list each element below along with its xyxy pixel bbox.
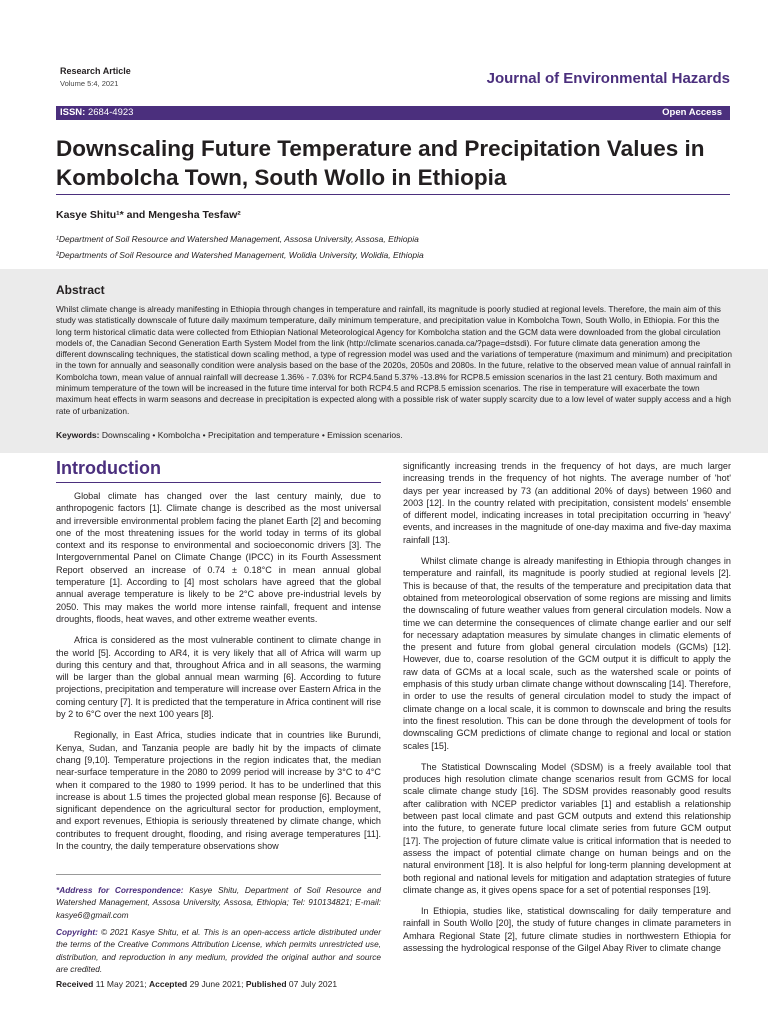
copyright-note bbox=[56, 926, 381, 975]
title-divider bbox=[56, 194, 730, 195]
paragraph: significantly increasing trends in the frequency of hot days, are much larger increasing trends in the frequency of hot nights. The average number of 'hot' days per year increased by 73 (an additional 20% of days) between 1960 and 2003 [12]. In the country related with precipitation, consistent models' ensemble of different model, indicating increases in total precipitation occurring in 'heavy' events, and increases in the magnitude of one-day maxima and five-day maxima rainfall [13]. bbox=[403, 461, 731, 545]
right-column bbox=[403, 460, 731, 1020]
left-column bbox=[56, 490, 381, 870]
affiliation-1: ¹Department of Soil Resource and Watershed Management, Assosa University, Assosa, Ethiopia bbox=[56, 234, 419, 244]
paragraph: Global climate has changed over the last century mainly, due to anthropogenic factors [1]. Climate change is described as the most universal and irreversible environmental problem facing the planet Earth [2] and becoming one of the most threatening issues for the world today in terms of its global context and its response to environmental and socioeconomic drivers [3]. The Intergovernmental Panel on Climate Change (IPCC) in its Fourth Assessment Report observed an increase of 0.74 ± 0.18°C in mean annual global temperature [1]. According to [4] most scholars have agreed that the global annual average temperature is likely to be 2°C above pre-industrial levels by 2050. This may makes the world more intense rainfall, frequent and intense droughts, floods, heat waves, and other extreme weather events. bbox=[56, 491, 381, 624]
authors: Kasye Shitu¹* and Mengesha Tesfaw² bbox=[56, 209, 241, 221]
accepted-label: Accepted bbox=[148, 979, 188, 989]
copyright-text: © 2021 Kasye Shitu, et al. This is an open-access article distributed under the terms of the Creative Commons Attribution License, which permits unrestricted use, distribution, and reproduction in any medium, provided the original author and source are credited. bbox=[56, 927, 381, 974]
accepted-date: 29 June 2021; bbox=[189, 979, 244, 989]
copyright-label: Copyright: bbox=[56, 927, 98, 937]
paper-title: Downscaling Future Temperature and Precipitation Values in Kombolcha Town, South Wollo in Ethiopia bbox=[56, 136, 705, 190]
correspondence-label: *Address for Correspondence: bbox=[56, 885, 184, 895]
footnote-divider bbox=[56, 874, 381, 875]
published-label: Published bbox=[245, 979, 287, 989]
keywords-list: Downscaling • Kombolcha • Precipitation and temperature • Emission scenarios. bbox=[101, 430, 403, 440]
correspondence-note bbox=[56, 884, 381, 921]
keywords bbox=[56, 430, 403, 440]
abstract-text: Whilst climate change is already manifesting in Ethiopia through changes in temperature and rainfall, its magnitude is poorly studied at regional levels. Therefore, the main aim of this study was statistically downscale of future daily maximum temperature, daily minimum temperature, and precipitation value in Kombolcha Town, South Wollo, in Ethiopia. For this the long term historical climatic data were collected from Ethiopian National Meteorological Agency for Kombolcha station and the GCM data were downloaded from the global circulation models of, the Canadian Second Generation Earth System Model from the link (http://climate scenarios.canada.ca/?page=dstsdi). For future climate data generation among the different downscaling techniques, the statistical down scaling method, a type of regression model was used and the variations of temperature (maximum and minimum) and precipitation in the town for annually and seasonally condition were analysis based on the base of the 2020s, 2050s and 2080s. In the future, relative to the observed mean value of annual rainfall in Kombolcha town, mean value of annual rainfall will decrease 1.36% - 7.03% for RCP4.5and 5.37% -13.8% for RCP8.5 emission scenarios in the last 21 century. Both maximum and minimum temperature of the town will be increased in the future time interval for both RCP4.5 and RCP8.5 emission scenarios. The rise in temperature will exacerbate the town maximum heat effects in warm seasons and decrease in precipitation is expected along with a possible risk of water supply scarcity due to a low level of water supply access and a high rate of urbanization. bbox=[56, 304, 732, 416]
open-access-label: Open Access bbox=[662, 107, 722, 118]
issn-label: ISSN: bbox=[60, 107, 86, 118]
volume-info: Volume 5:4, 2021 bbox=[60, 79, 119, 88]
journal-name: Journal of Environmental Hazards bbox=[486, 70, 730, 87]
article-type: Research Article bbox=[60, 66, 131, 76]
paragraph: The Statistical Downscaling Model (SDSM) is a freely available tool that produces high resolution climate change scenarios result from GCMS for local scale climate change study [16]. The SDSM provides reasonably good results after calibration with NCEP predictor variables [1] and establish a relationship between past local climate and past GCM outputs and extend this relationship into the future, to generate future local climate series from future GCM output [17]. The projection of future climate value is critical information that is needed to assess the impact of potential climate change on human beings and on the natural environment [18]. It is also helpful for long-term planning development at both regional and national levels for mitigation and adaptation strategies of future climate change as, it gives opens space for a set of potential responses [19]. bbox=[403, 761, 731, 895]
received-date: 11 May 2021; bbox=[95, 979, 147, 989]
paragraph: Africa is considered as the most vulnerable continent to climate change in the world [5]. According to AR4, it is very likely that all of Africa will warm up during this century and that, throughout Africa and in all seasons, the warming will be larger than the global annual mean warming [6]. According to future projections, precipitation and temperature will increase over Eastern Africa in the coming century [7]. It is predicted that the temperature in Africa continent will rise by 2 to 6°C over the next 100 years [8]. bbox=[56, 635, 381, 720]
issn-value: 2684-4923 bbox=[87, 107, 134, 118]
affiliation-2: ²Departments of Soil Resource and Watershed Management, Wolidia University, Wolidia, Ethiopia bbox=[56, 250, 424, 260]
keywords-label: Keywords: bbox=[56, 430, 100, 440]
published-date: 07 July 2021 bbox=[288, 979, 338, 989]
correspondence-text: Kasye Shitu, Department of Soil Resource and Watershed Management, Assosa University, Assosa, Ethiopia; Tel: 910134821; E-mail: kasye6@gmail.com bbox=[56, 885, 381, 920]
issn-bar bbox=[56, 106, 730, 120]
paragraph: In Ethiopia, studies like, statistical downscaling for daily temperature and rainfall in South Wollo [20], the study of future changes in climate parameters in Amhara Regional State [2], future climate studies in northwestern Ethiopia for assessing the hydrological response of the Gilgel Abay River to climate change bbox=[403, 906, 731, 953]
issn bbox=[60, 106, 133, 120]
paragraph: Whilst climate change is already manifesting in Ethiopia through changes in temperature and rainfall, its magnitude is poorly studied at regional levels [2]. This is because of that, the results of the temperature and precipitation data that obtained from meteorological observation of some regions are missing and limits the downscaling of future weather values from general circulation models. Now a time we can determine the consequences of climate change earlier and our self for necessary adaptation measures by simulate changes in climatic elements of the present and future from global general circulation models (GCMs) [12]. However, due to, coarse resolution of the GCM output it is difficult to apply the raw data of GCMs at a local scale, such as the watershed scale or points of emphasis of this study urban climate change without downscaling [14]. Therefore, in order to use the results of general circulation model to study the impact of climate change on a local scale, it is common to downscale and bring the results into the finest resolution. This can be done through the development of tools for downscaling GCM predictions of climate change to regional and local or station scales [15]. bbox=[403, 556, 731, 751]
abstract-heading: Abstract bbox=[56, 283, 105, 297]
introduction-divider bbox=[56, 482, 381, 483]
publication-dates bbox=[56, 979, 337, 989]
received-label: Received bbox=[56, 979, 94, 989]
introduction-heading: Introduction bbox=[56, 458, 161, 478]
paragraph: Regionally, in East Africa, studies indicate that in countries like Burundi, Kenya, Sudan, and Tanzania people are badly hit by the impacts of climate chang [9,10]. Temperature projections in the region indicates that, the median near-surface temperature in the 2080 to 2099 period will increase by 3°C to 4°C when it compared to the 1980 to 1999 period. It has to be underlined that this increase is about 1.5 times the projected global mean response [6]. Because of significant dependence on the agricultural sector for production, employment, and export revenues, Ethiopia is seriously threatened by climate change, which contributes to frequent drought, flooding, and rising average temperatures [11]. In the country, the daily temperature observations show bbox=[56, 730, 381, 852]
